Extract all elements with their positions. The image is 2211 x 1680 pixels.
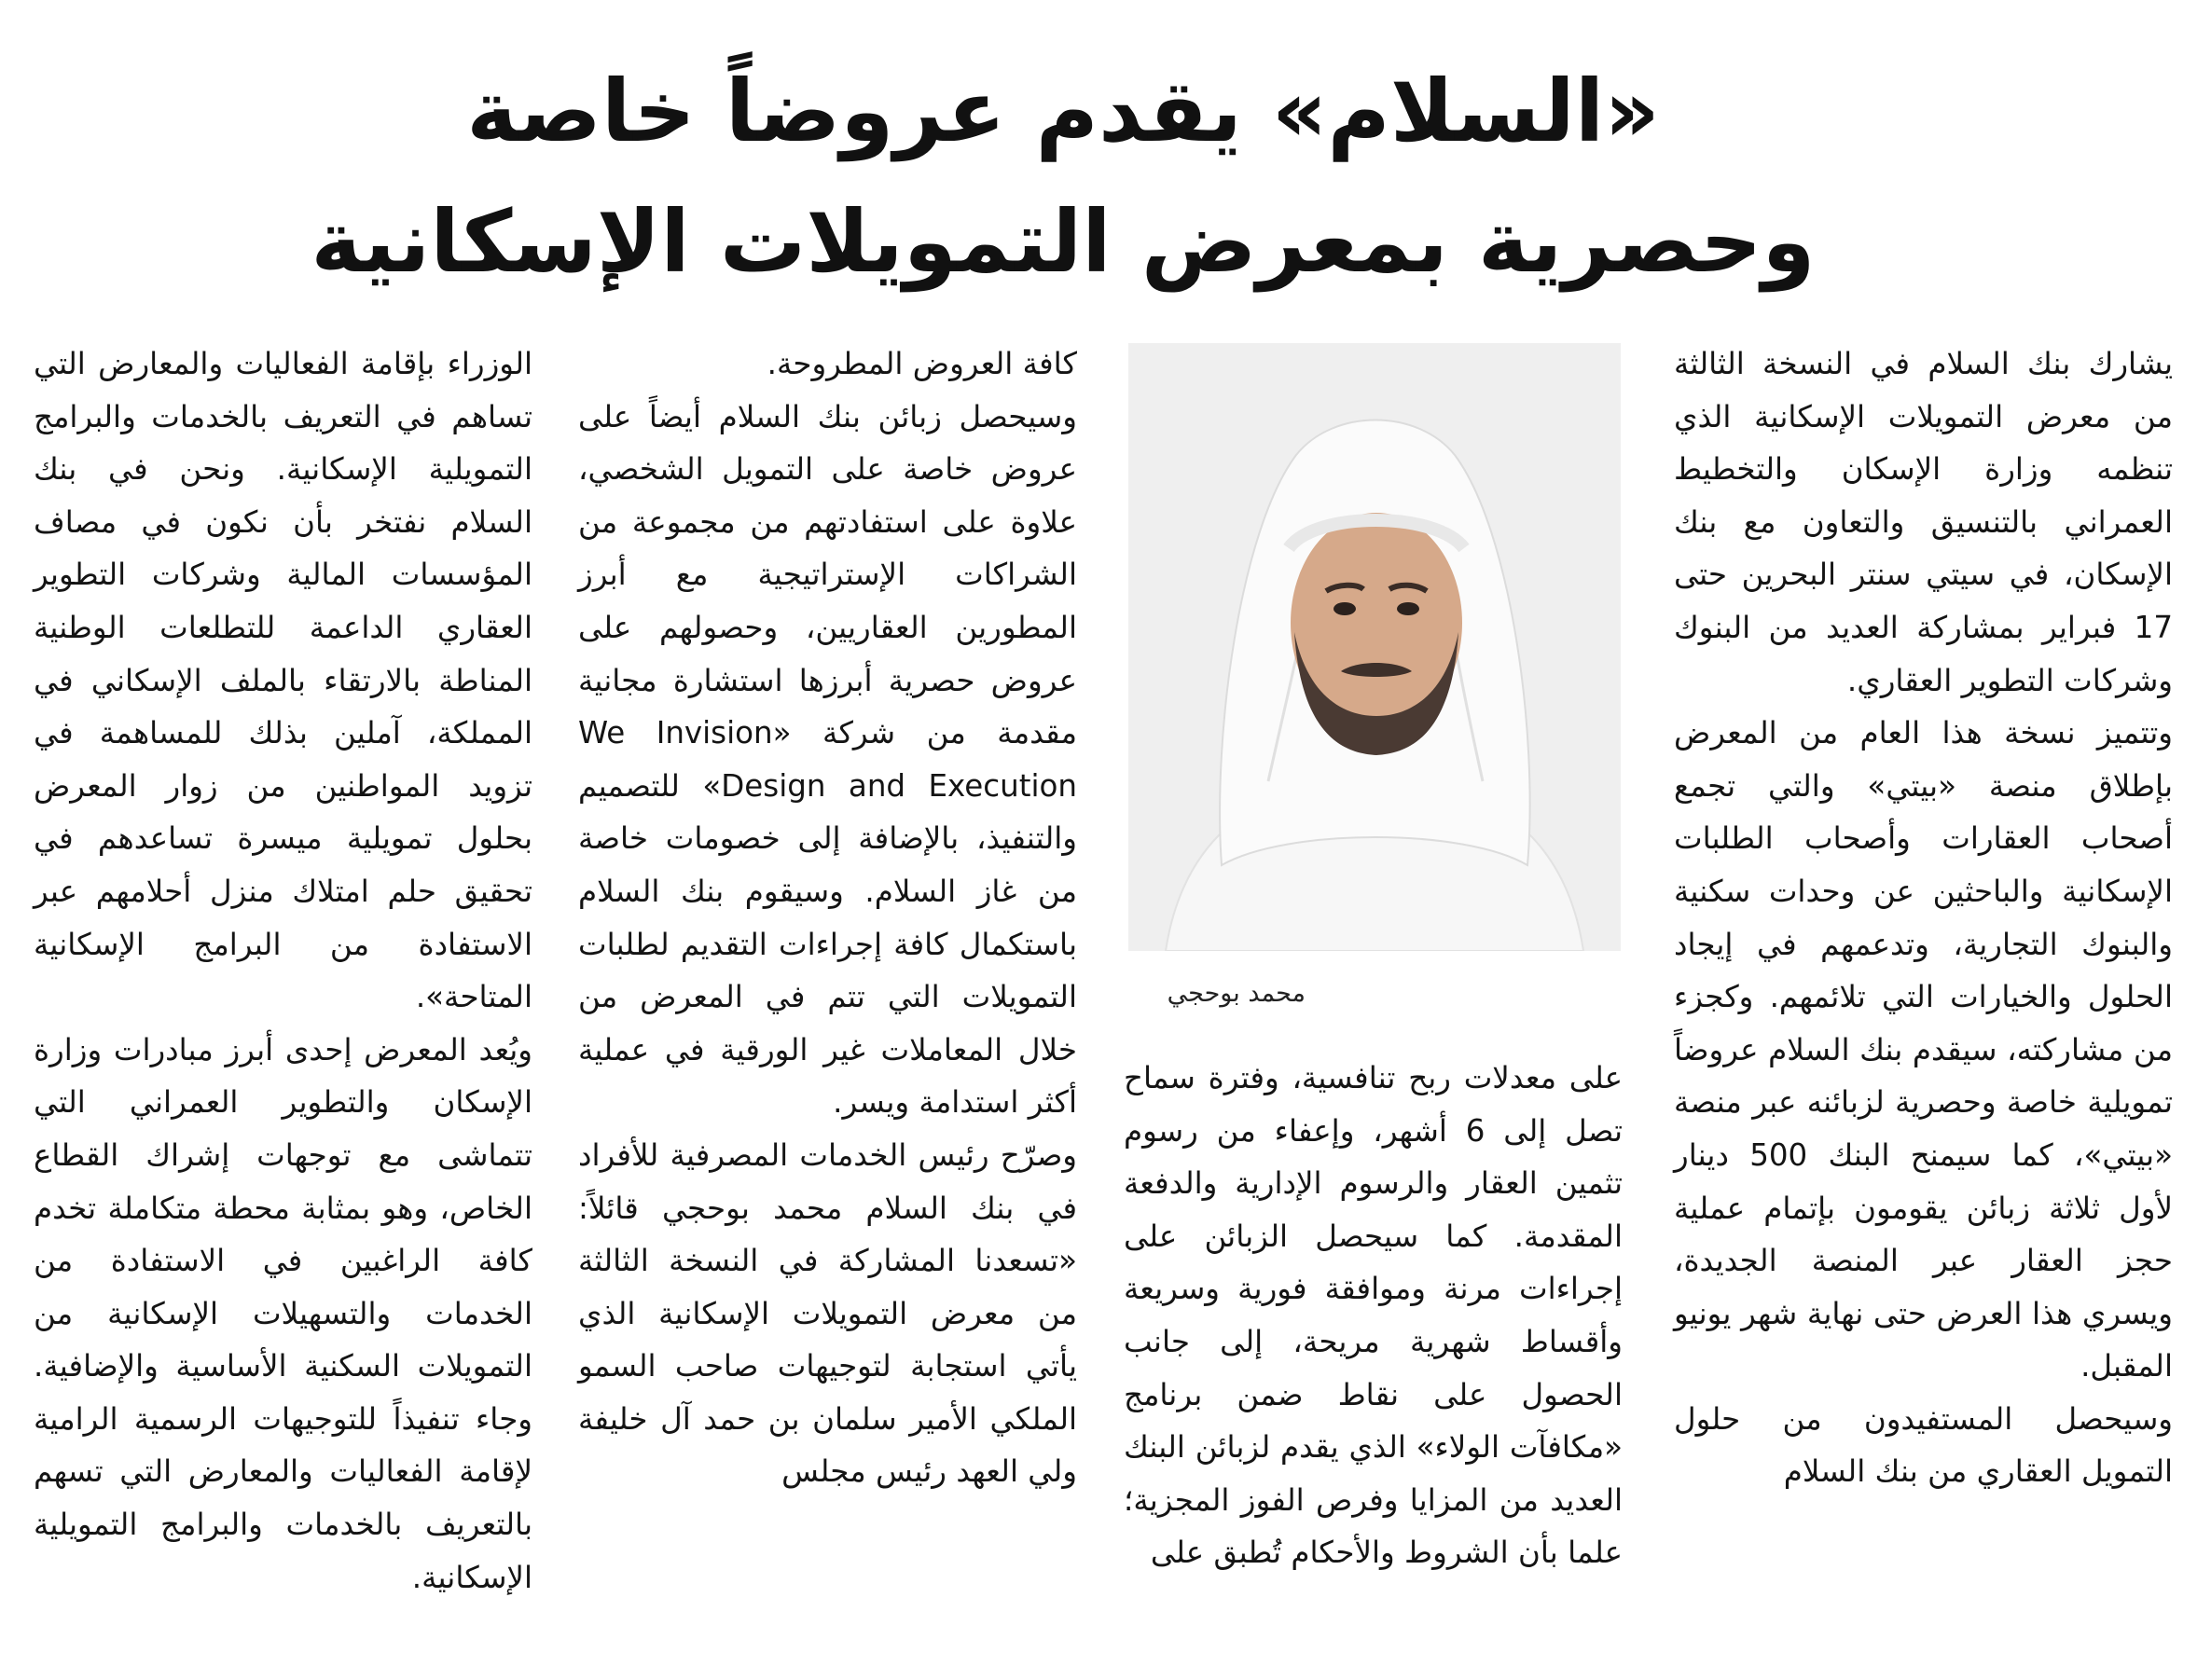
article-paragraph: كافة العروض المطروحة. — [767, 346, 1077, 381]
headline-line-1: «السلام» يقدم عروضاً خاصة — [466, 62, 1660, 161]
article-paragraph: وسيحصل المستفيدون من حلول التمويل العقاري من بنك السلام — [1674, 1400, 2173, 1490]
article-column-2 — [1124, 1052, 1623, 1579]
article-paragraph: ويُعد المعرض إحدى أبرز مبادرات وزارة الإسكان والتطوير العمراني التي تتماشى مع توجهات إشراك القطاع الخاص، وهو بمثابة محطة متكاملة تخدم كافة الراغبين في الاستفادة من الخدمات والتسهيلات الإسكانية من التمويلات السكنية الأساسية والإضافية. وجاء تنفيذاً للتوجيهات الرسمية الرامية لإقامة الفعاليات والمعارض التي تسهم بالتعريف بالخدمات والبرامج التمويلية الإسكانية. — [34, 1031, 532, 1595]
portrait-illustration — [1128, 343, 1621, 951]
headline — [168, 47, 1958, 308]
portrait-photo — [1128, 343, 1621, 951]
article-column-4 — [34, 337, 532, 1604]
photo-caption: محمد بوحجي — [1167, 979, 1306, 1008]
article-paragraph: وتتميز نسخة هذا العام من المعرض بإطلاق منصة «بيتي» والتي تجمع أصحاب العقارات وأصحاب الطلبات الإسكانية والباحثين عن وحدات سكنية والبنوك التجارية، وتدعمهم في إيجاد الحلول والخيارات التي تلائمهم. وكجزء من مشاركته، سيقدم بنك السلام عروضاً تمويلية خاصة وحصرية لزبائنه عبر منصة «بيتي»، كما سيمنح البنك 500 دينار لأول ثلاثة زبائن يقومون بإتمام عملية حجز العقار عبر المنصة الجديدة، ويسري هذا العرض حتى نهاية شهر يونيو المقبل. — [1674, 715, 2173, 1384]
article-paragraph: وسيحصل زبائن بنك السلام أيضاً على عروض خاصة على التمويل الشخصي، علاوة على استفادتهم من مجموعة من الشراكات الإستراتيجية مع أبرز المطورين العقاريين، وحصولهم على عروض حصرية أبرزها استشارة مجانية مقدمة من شركة «We Invision Design and Execution» للتصميم والتنفيذ، بالإضافة إلى خصومات خاصة من غاز السلام. وسيقوم بنك السلام باستكمال كافة إجراءات التقديم لطلبات التمويلات التي تتم في المعرض من خلال المعاملات غير الورقية في عملية أكثر استدامة ويسر. — [578, 398, 1078, 1121]
article-paragraph: وصرّح رئيس الخدمات المصرفية للأفراد في بنك السلام محمد بوحجي قائلاً: «تسعدنا المشاركة في النسخة الثالثة من معرض التمويلات الإسكانية الذي يأتي استجابة لتوجيهات صاحب السمو الملكي الأمير سلمان بن حمد آل خليفة ولي العهد رئيس مجلس — [578, 1136, 1077, 1490]
article-paragraph: الوزراء بإقامة الفعاليات والمعارض التي تساهم في التعريف بالخدمات والبرامج التمويلية الإسكانية. ونحن في بنك السلام نفتخر بأن نكون في مصاف المؤسسات المالية وشركات التطوير العقاري الداعمة للتطلعات الوطنية المناطة بالارتقاء بالملف الإسكاني في المملكة، آملين بذلك للمساهمة في تزويد المواطنين من زوار المعرض بحلول تمويلية ميسرة تساعدهم في تحقيق حلم امتلاك منزل أحلامهم عبر الاستفادة من البرامج الإسكانية المتاحة». — [34, 346, 532, 1015]
article-column-1 — [1674, 337, 2173, 1498]
article-column-3 — [578, 337, 1077, 1498]
article-paragraph: على معدلات ربح تنافسية، وفترة سماح تصل إلى 6 أشهر، وإعفاء من رسوم تثمين العقار والرسوم الإدارية والدفعة المقدمة. كما سيحصل الزبائن على إجراءات مرنة وموافقة فورية وسريعة وأقساط شهرية مريحة، إلى جانب الحصول على نقاط ضمن برنامج «مكافآت الولاء» الذي يقدم لزبائن البنك العديد من المزايا وفرص الفوز المجزية؛ علما بأن الشروط والأحكام تُطبق على — [1124, 1060, 1623, 1571]
article-paragraph: يشارك بنك السلام في النسخة الثالثة من معرض التمويلات الإسكانية الذي تنظمه وزارة الإسكان والتخطيط العمراني بالتنسيق والتعاون مع بنك الإسكان، في سيتي سنتر البحرين حتى 17 فبراير بمشاركة العديد من البنوك وشركات التطوير العقاري. — [1674, 346, 2173, 698]
headline-line-2: وحصرية بمعرض التمويلات الإسكانية — [311, 192, 1816, 292]
